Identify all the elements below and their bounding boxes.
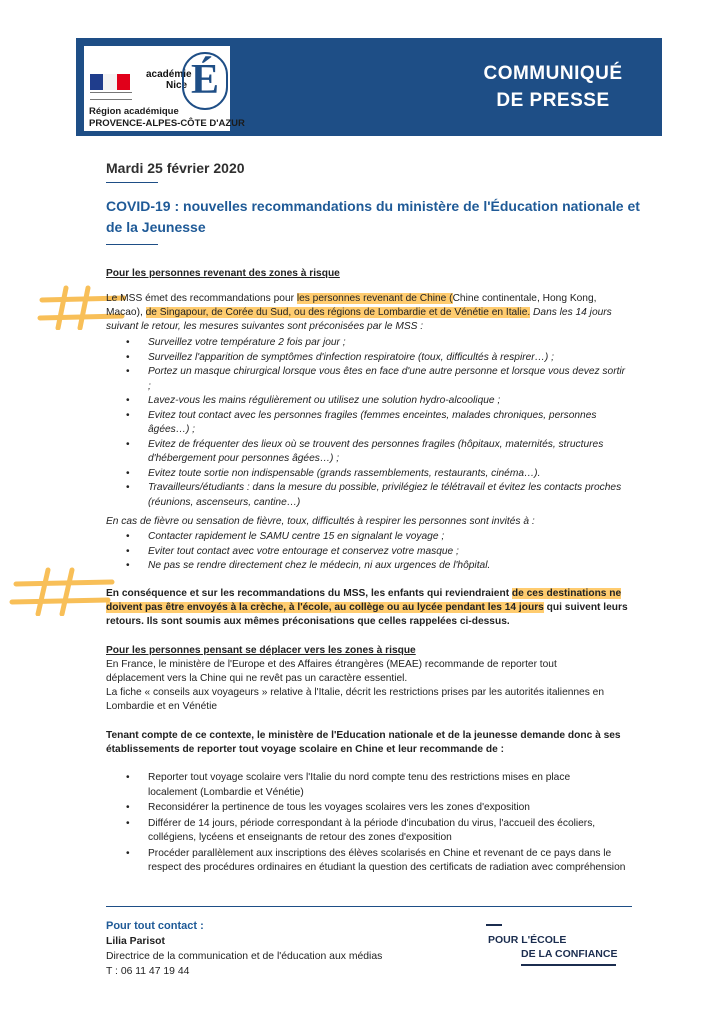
contact-name: Lilia Parisot [106,936,165,947]
french-flag-icon [90,74,130,90]
consequence-line3: retours. Ils sont soumis aux mêmes préconisations que celles rappelées ci-dessus. [106,616,510,627]
list-item: • Procéder parallèlement aux inscriptions des élèves scolarisés en Chine et revenant de ce pays dans le respect des procédures ordinaires en étudiant la question des certificats de radiation avec compréhension [126,847,628,876]
fever-instructions-list [126,530,636,574]
list-item: • Travailleurs/étudiants : dans la mesure du possible, privilégiez le télétravail et évitez les contacts proches (réunions, ascenseurs, cantine…) [126,481,628,510]
contact-role: Directrice de la communication et de l'éducation aux médias [106,951,383,962]
section2-heading: Pour les personnes pensant se déplacer vers les zones à risque [106,645,416,656]
list-item: • Contacter rapidement le SAMU centre 15 en signalant le voyage ; [126,530,636,545]
section2-line1: En France, le ministère de l'Europe et des Affaires étrangères (MEAE) recommande de reporter tout [106,659,557,670]
section1-paragraph-line1: Le MSS émet des recommandations pour les personnes revenant de Chine (Chine continentale, Hong Kong, [106,293,597,304]
slogan-line2: DE LA CONFIANCE [521,948,618,960]
section1-heading: Pour les personnes revenant des zones à risque [106,268,340,279]
date-underline [106,182,158,183]
list-item: • Ne pas se rendre directement chez le médecin, ni aux urgences de l'hôpital. [126,559,636,574]
consequence-line1: En conséquence et sur les recommandations du MSS, les enfants qui reviendraient de ces destinations ne [106,588,622,599]
page-title: COVID-19 : nouvelles recommandations du ministère de l'Éducation nationale et de la Jeunesse [106,198,640,235]
academie-logo [84,46,245,131]
section3-intro-line2: établissements de reporter tout voyage scolaire en Chine et leur recommande de : [106,744,505,755]
section1-paragraph-line3: suivant le retour, les mesures suivantes sont préconisées par le MSS : [106,321,424,332]
list-item: • Evitez toute sortie non indispensable (grands rassemblements, restaurants, cinéma…). [126,467,636,482]
list-item: • Evitez de fréquenter des lieux où se trouvent des personnes fragiles (hôpitaux, maternités, structures d'hébergement pour personnes âgées…) ; [126,438,634,467]
logo-academie-text: académie [146,69,192,80]
list-item: • Lavez-vous les mains régulièrement ou utilisez une solution hydro-alcoolique ; [126,394,636,409]
section1-paragraph-line2: Macao), de Singapour, de Corée du Sud, ou des régions de Lombardie et de Vénétie en Italie. Dans les 14 jours [106,307,612,318]
list-item: • Reconsidérer la pertinence de tous les voyages scolaires vers les zones d'exposition [126,801,636,816]
title-underline [106,244,158,245]
communique-line1: COMMUNIQUÉ [483,63,623,84]
section3-intro-line1: Tenant compte de ce contexte, le ministère de l'Education nationale et de la jeunesse demande donc à ses [106,730,621,741]
list-item: • Surveillez l'apparition de symptômes d'infection respiratoire (toux, difficultés à respirer…) ; [126,351,636,366]
contact-phone: T : 06 11 47 19 44 [106,966,190,977]
list-item: • Reporter tout voyage scolaire vers l'Italie du nord compte tenu des restrictions mises en place localement (Lombardie et Vénétie) [126,771,618,800]
mss-recommendations-list [126,336,636,510]
footer-divider [106,906,632,907]
slogan-line1: POUR L'ÉCOLE [488,934,567,946]
list-item: • Evitez tout contact avec les personnes fragiles (femmes enceintes, malades chroniques, personnes âgées…) ; [126,409,628,438]
highlighter-hash-mark-2 [6,566,116,616]
logo-region-line1: Région académique [89,106,179,117]
contact-heading: Pour tout contact : [106,920,204,932]
school-travel-recommendations-list [126,771,636,877]
logo-region-line2: PROVENCE-ALPES-CÔTE D'AZUR [89,118,245,129]
communique-de-presse-label [462,60,644,120]
list-item: • Différer de 14 jours, période correspondant à la période d'incubation du virus, l'accueil des écoliers, collégiens, lycéens et enseignants de retour des zones d'exposition [126,817,628,846]
logo-nice-text: Nice [166,80,188,91]
section2-line3: La fiche « conseils aux voyageurs » relative à l'Italie, décrit les restrictions prises par les autorités italiennes en [106,687,604,698]
fever-intro: En cas de fièvre ou sensation de fièvre, toux, difficultés à respirer les personnes sont invités à : [106,516,535,527]
ecole-de-la-confiance-logo [486,924,618,968]
release-date: Mardi 25 février 2020 [106,160,245,176]
list-item: • Portez un masque chirurgical lorsque vous êtes en face d'une autre personne et lorsque vous devez sortir ; [126,365,628,394]
list-item: • Surveillez votre température 2 fois par jour ; [126,336,636,351]
consequence-line2: doivent pas être envoyés à la crèche, à l'école, au collège ou au lycée pendant les 14 jours qui suivent leurs [106,602,628,613]
logo-e-mark: É [182,52,228,110]
list-item: • Eviter tout contact avec votre entourage et conservez votre masque ; [126,545,636,560]
communique-line2: DE PRESSE [496,90,610,111]
section2-line4: Lombardie et en Vénétie [106,701,218,712]
republique-motto-lines [90,92,132,100]
section2-line2: déplacement vers la Chine qui ne revêt pas un caractère essentiel. [106,673,408,684]
